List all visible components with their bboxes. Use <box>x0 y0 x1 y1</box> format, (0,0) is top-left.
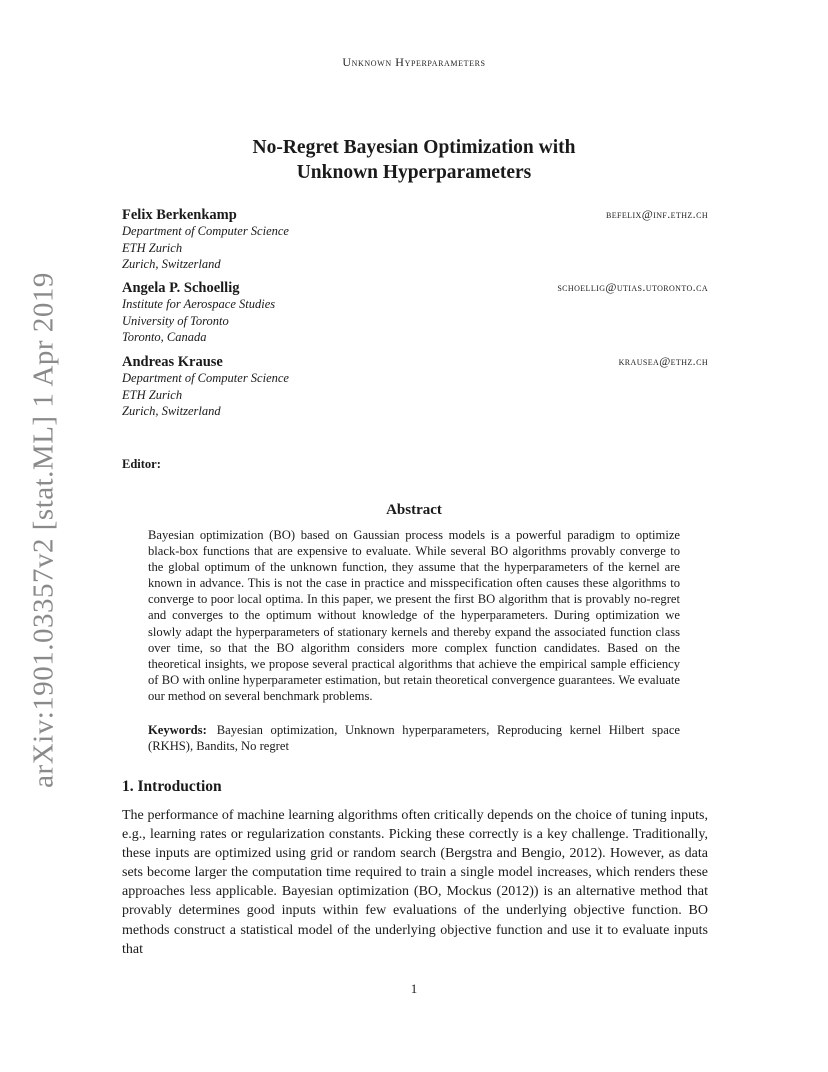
running-head: Unknown Hyperparameters <box>342 55 486 69</box>
affiliation-line: Department of Computer Science <box>122 224 289 238</box>
affiliation-line: ETH Zurich <box>122 240 183 255</box>
affiliation-line: Toronto, Canada <box>122 330 207 345</box>
arxiv-identifier-stamp: arXiv:1901.03357v2 [stat.ML] 1 Apr 2019 <box>27 272 60 788</box>
author-name: Felix Berkenkamp <box>122 207 237 223</box>
title-line-1: No-Regret Bayesian Optimization with <box>252 137 576 158</box>
author-block-2 <box>122 279 708 346</box>
author-name: Andreas Krause <box>122 354 223 370</box>
introduction-text: The performance of machine learning algorithms often critically depends on the choice of tuning inputs, e.g., learning rates or regularization constants. Picking these correctly is a key challenge. Traditionally, these inputs are optimized using grid or random search (Bergstra and Bengio, 2012). However, as data sets become larger the computation time required to train a single model increases, which renders these approaches less applicable. Bayesian optimization (BO, Mockus (2012)) is an alternative method that provably determines good inputs within few evaluations of the underlying objective function. BO methods construct a statistical model of the underlying objective function and use it to evaluate inputs that <box>122 808 708 957</box>
author-block-3 <box>122 353 708 420</box>
title-line-2: Unknown Hyperparameters <box>296 162 532 183</box>
keywords-label: Keywords: <box>148 723 207 737</box>
affiliation-line: Zurich, Switzerland <box>122 257 221 272</box>
abstract-heading: Abstract <box>386 502 442 518</box>
affiliation-line: University of Toronto <box>122 313 229 328</box>
affiliation-line: Department of Computer Science <box>122 371 289 385</box>
abstract-text: Bayesian optimization (BO) based on Gaussian process models is a powerful paradigm to optimize black-box functions that are expensive to evaluate. While several BO algorithms provably converge to the global optimum of the unknown function, they assume that the hyperparameters of the kernel are known in advance. This is not the case in practice and misspecification often causes these algorithms to converge to poor local optima. In this paper, we present the first BO algorithm that is provably no-regret and converges to the optimum without knowledge of the hyperparameters. During optimization we slowly adapt the hyperparameters of stationary kernels and thereby expand the associated function class over time, so that the BO algorithm considers more complex function candidates. Based on the theoretical insights, we propose several practical algorithms that achieve the empirical sample efficiency of BO with online hyperparameter estimation, but retain theoretical convergence guarantees. We evaluate our method on several benchmark problems. <box>148 528 680 703</box>
keywords-text: Bayesian optimization, Unknown hyperparameters, Reproducing kernel Hilbert space (RKHS), Bandits, No regret <box>148 723 680 754</box>
keywords <box>148 722 680 754</box>
affiliation-line: Zurich, Switzerland <box>122 404 221 419</box>
section-heading: 1. Introduction <box>122 778 222 795</box>
author-email[interactable]: krausea@ethz.ch <box>618 354 708 368</box>
author-name: Angela P. Schoellig <box>122 280 240 296</box>
page-number: 1 <box>410 981 418 996</box>
author-email[interactable]: schoellig@utias.utoronto.ca <box>557 280 708 294</box>
affiliation-line: Institute for Aerospace Studies <box>122 297 276 311</box>
paper-title <box>0 135 828 185</box>
author-email[interactable]: befelix@inf.ethz.ch <box>606 207 708 221</box>
affiliation-line: ETH Zurich <box>122 387 183 402</box>
author-block-1 <box>122 206 708 273</box>
editor-label: Editor: <box>122 457 161 471</box>
